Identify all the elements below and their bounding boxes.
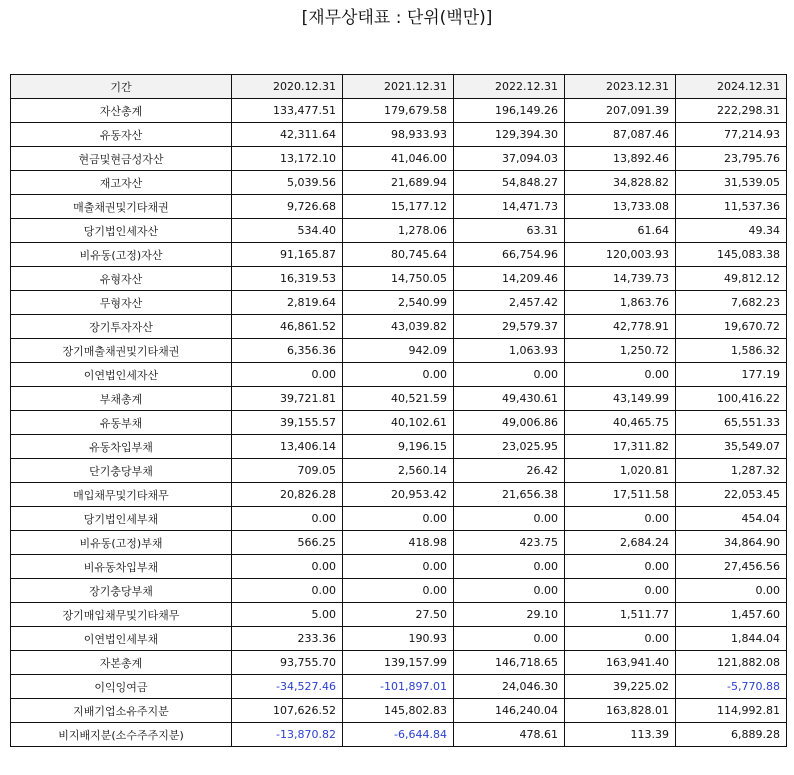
value-cell: 0.00 bbox=[454, 579, 565, 603]
value-cell: 0.00 bbox=[565, 579, 676, 603]
value-cell: 66,754.96 bbox=[454, 243, 565, 267]
value-cell: 478.61 bbox=[454, 723, 565, 747]
table-row bbox=[11, 219, 787, 243]
value-cell: 1,063.93 bbox=[454, 339, 565, 363]
value-cell: 63.31 bbox=[454, 219, 565, 243]
table-row bbox=[11, 315, 787, 339]
value-cell: 566.25 bbox=[232, 531, 343, 555]
row-label: 당기법인세자산 bbox=[11, 219, 232, 243]
value-cell: 454.04 bbox=[676, 507, 787, 531]
row-label: 유동차입부채 bbox=[11, 435, 232, 459]
value-cell: 9,726.68 bbox=[232, 195, 343, 219]
value-cell: 49,812.12 bbox=[676, 267, 787, 291]
table-row bbox=[11, 435, 787, 459]
value-cell: 2,540.99 bbox=[343, 291, 454, 315]
value-cell: 1,844.04 bbox=[676, 627, 787, 651]
value-cell: 17,311.82 bbox=[565, 435, 676, 459]
value-cell: 40,521.59 bbox=[343, 387, 454, 411]
value-cell: 196,149.26 bbox=[454, 99, 565, 123]
value-cell: 27,456.56 bbox=[676, 555, 787, 579]
value-cell: 1,457.60 bbox=[676, 603, 787, 627]
value-cell: 145,802.83 bbox=[343, 699, 454, 723]
row-label: 비지배지분(소수주주지분) bbox=[11, 723, 232, 747]
value-cell: 0.00 bbox=[232, 555, 343, 579]
value-cell: 34,864.90 bbox=[676, 531, 787, 555]
value-cell: 0.00 bbox=[232, 507, 343, 531]
row-label: 무형자산 bbox=[11, 291, 232, 315]
value-cell: 1,586.32 bbox=[676, 339, 787, 363]
value-cell: 42,311.64 bbox=[232, 123, 343, 147]
value-cell: 0.00 bbox=[565, 363, 676, 387]
value-cell: 146,240.04 bbox=[454, 699, 565, 723]
value-cell: 49,006.86 bbox=[454, 411, 565, 435]
value-cell: 80,745.64 bbox=[343, 243, 454, 267]
value-cell: 0.00 bbox=[454, 363, 565, 387]
row-label: 매입채무및기타채무 bbox=[11, 483, 232, 507]
value-cell: 14,209.46 bbox=[454, 267, 565, 291]
value-cell: 222,298.31 bbox=[676, 99, 787, 123]
value-cell: 0.00 bbox=[565, 627, 676, 651]
value-cell: 190.93 bbox=[343, 627, 454, 651]
value-cell: 0.00 bbox=[343, 363, 454, 387]
value-cell: 5,039.56 bbox=[232, 171, 343, 195]
value-cell: -101,897.01 bbox=[343, 675, 454, 699]
value-cell: 13,892.46 bbox=[565, 147, 676, 171]
table-row bbox=[11, 699, 787, 723]
row-label: 장기매출채권및기타채권 bbox=[11, 339, 232, 363]
value-cell: 65,551.33 bbox=[676, 411, 787, 435]
value-cell: 7,682.23 bbox=[676, 291, 787, 315]
table-row bbox=[11, 243, 787, 267]
value-cell: 121,882.08 bbox=[676, 651, 787, 675]
value-cell: 163,941.40 bbox=[565, 651, 676, 675]
row-label: 단기충당부채 bbox=[11, 459, 232, 483]
table-row bbox=[11, 675, 787, 699]
row-label: 장기매입채무및기타채무 bbox=[11, 603, 232, 627]
row-label: 비유동(고정)부채 bbox=[11, 531, 232, 555]
row-label: 지배기업소유주지분 bbox=[11, 699, 232, 723]
value-cell: 120,003.93 bbox=[565, 243, 676, 267]
value-cell: 14,471.73 bbox=[454, 195, 565, 219]
value-cell: -5,770.88 bbox=[676, 675, 787, 699]
value-cell: 942.09 bbox=[343, 339, 454, 363]
value-cell: -13,870.82 bbox=[232, 723, 343, 747]
row-label: 유동부채 bbox=[11, 411, 232, 435]
value-cell: 91,165.87 bbox=[232, 243, 343, 267]
value-cell: 0.00 bbox=[343, 579, 454, 603]
table-row bbox=[11, 507, 787, 531]
value-cell: -6,644.84 bbox=[343, 723, 454, 747]
value-cell: 133,477.51 bbox=[232, 99, 343, 123]
table-row bbox=[11, 459, 787, 483]
row-label: 유동자산 bbox=[11, 123, 232, 147]
value-cell: 146,718.65 bbox=[454, 651, 565, 675]
row-label: 장기충당부채 bbox=[11, 579, 232, 603]
row-label: 이연법인세자산 bbox=[11, 363, 232, 387]
value-cell: 107,626.52 bbox=[232, 699, 343, 723]
table-row bbox=[11, 387, 787, 411]
row-label: 이익잉여금 bbox=[11, 675, 232, 699]
value-cell: 31,539.05 bbox=[676, 171, 787, 195]
value-cell: 21,689.94 bbox=[343, 171, 454, 195]
table-header bbox=[11, 75, 787, 99]
value-cell: 177.19 bbox=[676, 363, 787, 387]
period-header: 2020.12.31 bbox=[232, 75, 343, 99]
value-cell: 1,278.06 bbox=[343, 219, 454, 243]
period-header: 2023.12.31 bbox=[565, 75, 676, 99]
value-cell: 6,889.28 bbox=[676, 723, 787, 747]
table-row bbox=[11, 195, 787, 219]
row-label: 비유동(고정)자산 bbox=[11, 243, 232, 267]
value-cell: 113.39 bbox=[565, 723, 676, 747]
value-cell: 20,953.42 bbox=[343, 483, 454, 507]
value-cell: 42,778.91 bbox=[565, 315, 676, 339]
value-cell: 39,721.81 bbox=[232, 387, 343, 411]
value-cell: 145,083.38 bbox=[676, 243, 787, 267]
value-cell: 43,039.82 bbox=[343, 315, 454, 339]
value-cell: 0.00 bbox=[232, 363, 343, 387]
value-cell: 0.00 bbox=[454, 507, 565, 531]
value-cell: 49,430.61 bbox=[454, 387, 565, 411]
row-label: 장기투자자산 bbox=[11, 315, 232, 339]
table-row bbox=[11, 723, 787, 747]
value-cell: 1,287.32 bbox=[676, 459, 787, 483]
value-cell: 179,679.58 bbox=[343, 99, 454, 123]
table-row bbox=[11, 339, 787, 363]
row-label: 재고자산 bbox=[11, 171, 232, 195]
value-cell: 46,861.52 bbox=[232, 315, 343, 339]
value-cell: 15,177.12 bbox=[343, 195, 454, 219]
value-cell: 6,356.36 bbox=[232, 339, 343, 363]
table-row bbox=[11, 171, 787, 195]
value-cell: 207,091.39 bbox=[565, 99, 676, 123]
value-cell: 129,394.30 bbox=[454, 123, 565, 147]
value-cell: 233.36 bbox=[232, 627, 343, 651]
value-cell: 534.40 bbox=[232, 219, 343, 243]
table-row bbox=[11, 291, 787, 315]
table-row bbox=[11, 411, 787, 435]
value-cell: 29,579.37 bbox=[454, 315, 565, 339]
row-label: 현금및현금성자산 bbox=[11, 147, 232, 171]
table-row bbox=[11, 99, 787, 123]
value-cell: 2,560.14 bbox=[343, 459, 454, 483]
value-cell: 163,828.01 bbox=[565, 699, 676, 723]
value-cell: 26.42 bbox=[454, 459, 565, 483]
value-cell: 16,319.53 bbox=[232, 267, 343, 291]
value-cell: 0.00 bbox=[676, 579, 787, 603]
table-row bbox=[11, 651, 787, 675]
value-cell: 2,457.42 bbox=[454, 291, 565, 315]
value-cell: 139,157.99 bbox=[343, 651, 454, 675]
value-cell: 20,826.28 bbox=[232, 483, 343, 507]
row-label: 이연법인세부채 bbox=[11, 627, 232, 651]
value-cell: 423.75 bbox=[454, 531, 565, 555]
value-cell: 39,225.02 bbox=[565, 675, 676, 699]
value-cell: 9,196.15 bbox=[343, 435, 454, 459]
row-label: 자산총계 bbox=[11, 99, 232, 123]
value-cell: 17,511.58 bbox=[565, 483, 676, 507]
table-row bbox=[11, 531, 787, 555]
value-cell: 87,087.46 bbox=[565, 123, 676, 147]
value-cell: 23,795.76 bbox=[676, 147, 787, 171]
page-title: [재무상태표 : 단위(백만)] bbox=[301, 8, 493, 28]
value-cell: 1,863.76 bbox=[565, 291, 676, 315]
value-cell: 1,020.81 bbox=[565, 459, 676, 483]
value-cell: 37,094.03 bbox=[454, 147, 565, 171]
value-cell: 1,511.77 bbox=[565, 603, 676, 627]
value-cell: 39,155.57 bbox=[232, 411, 343, 435]
value-cell: 34,828.82 bbox=[565, 171, 676, 195]
table-body bbox=[11, 99, 787, 747]
value-cell: 24,046.30 bbox=[454, 675, 565, 699]
balance-sheet-table bbox=[10, 74, 787, 747]
table-row bbox=[11, 555, 787, 579]
value-cell: 1,250.72 bbox=[565, 339, 676, 363]
value-cell: 11,537.36 bbox=[676, 195, 787, 219]
value-cell: 13,733.08 bbox=[565, 195, 676, 219]
table-row bbox=[11, 579, 787, 603]
value-cell: 41,046.00 bbox=[343, 147, 454, 171]
value-cell: 0.00 bbox=[343, 507, 454, 531]
value-cell: 709.05 bbox=[232, 459, 343, 483]
value-cell: 27.50 bbox=[343, 603, 454, 627]
value-cell: 14,750.05 bbox=[343, 267, 454, 291]
row-label: 비유동차입부채 bbox=[11, 555, 232, 579]
value-cell: 98,933.93 bbox=[343, 123, 454, 147]
table-row bbox=[11, 147, 787, 171]
table-row bbox=[11, 603, 787, 627]
value-cell: 77,214.93 bbox=[676, 123, 787, 147]
value-cell: 0.00 bbox=[454, 555, 565, 579]
value-cell: 0.00 bbox=[565, 555, 676, 579]
row-label: 당기법인세부채 bbox=[11, 507, 232, 531]
value-cell: 114,992.81 bbox=[676, 699, 787, 723]
value-cell: 61.64 bbox=[565, 219, 676, 243]
value-cell: 2,684.24 bbox=[565, 531, 676, 555]
value-cell: 2,819.64 bbox=[232, 291, 343, 315]
value-cell: 0.00 bbox=[343, 555, 454, 579]
value-cell: 0.00 bbox=[454, 627, 565, 651]
table-row bbox=[11, 627, 787, 651]
row-label: 자본총계 bbox=[11, 651, 232, 675]
row-label: 부채총계 bbox=[11, 387, 232, 411]
value-cell: 21,656.38 bbox=[454, 483, 565, 507]
table-row bbox=[11, 363, 787, 387]
value-cell: 22,053.45 bbox=[676, 483, 787, 507]
row-label: 유형자산 bbox=[11, 267, 232, 291]
value-cell: 0.00 bbox=[232, 579, 343, 603]
value-cell: 54,848.27 bbox=[454, 171, 565, 195]
value-cell: 93,755.70 bbox=[232, 651, 343, 675]
period-header: 2022.12.31 bbox=[454, 75, 565, 99]
value-cell: 418.98 bbox=[343, 531, 454, 555]
value-cell: 13,406.14 bbox=[232, 435, 343, 459]
value-cell: 5.00 bbox=[232, 603, 343, 627]
value-cell: -34,527.46 bbox=[232, 675, 343, 699]
value-cell: 43,149.99 bbox=[565, 387, 676, 411]
value-cell: 100,416.22 bbox=[676, 387, 787, 411]
header-row bbox=[11, 75, 787, 99]
value-cell: 23,025.95 bbox=[454, 435, 565, 459]
table-row bbox=[11, 483, 787, 507]
period-header: 2021.12.31 bbox=[343, 75, 454, 99]
row-label: 매출채권및기타채권 bbox=[11, 195, 232, 219]
table-row bbox=[11, 123, 787, 147]
value-cell: 35,549.07 bbox=[676, 435, 787, 459]
value-cell: 29.10 bbox=[454, 603, 565, 627]
value-cell: 40,102.61 bbox=[343, 411, 454, 435]
value-cell: 13,172.10 bbox=[232, 147, 343, 171]
period-label-header: 기간 bbox=[11, 75, 232, 99]
value-cell: 19,670.72 bbox=[676, 315, 787, 339]
value-cell: 40,465.75 bbox=[565, 411, 676, 435]
value-cell: 0.00 bbox=[565, 507, 676, 531]
value-cell: 14,739.73 bbox=[565, 267, 676, 291]
value-cell: 49.34 bbox=[676, 219, 787, 243]
table-row bbox=[11, 267, 787, 291]
period-header: 2024.12.31 bbox=[676, 75, 787, 99]
